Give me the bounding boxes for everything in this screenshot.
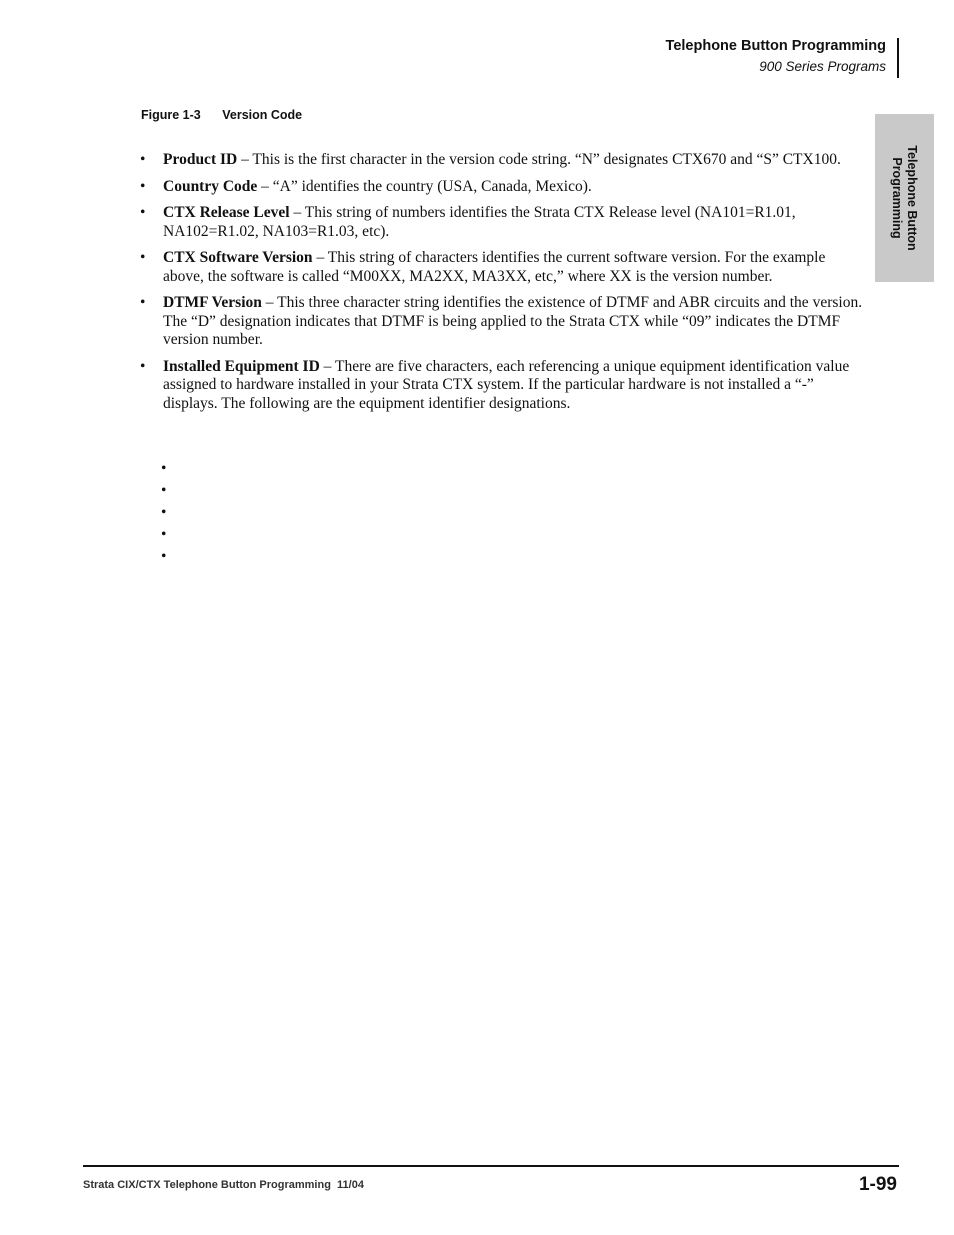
bullet-term: DTMF Version (163, 294, 262, 311)
page-header (666, 36, 886, 78)
sub-bullet: • (161, 482, 167, 499)
bullet-text: – This string of characters identifies the current software version. For the example above, the software is called “M00XX, MA2XX, MA3XX, etc,” where XX is the version number. (163, 249, 826, 285)
sub-bullet: • (161, 460, 167, 477)
bullet-term: Installed Equipment ID (163, 357, 320, 375)
side-tab-line-1: Telephone Button (905, 145, 919, 251)
bullet-term: CTX Software Version (163, 249, 313, 266)
bullet-text: – This is the first character in the version code string. “N” designates CTX670 and “S” CTX100. (237, 151, 841, 168)
bullet-text: – “A” identifies the country (USA, Canada, Mexico). (257, 177, 592, 195)
sub-bullet: • (161, 504, 167, 521)
side-tab (875, 114, 934, 282)
side-tab-line-2: Programming (890, 157, 904, 239)
header-title: Telephone Button Programming (665, 38, 886, 54)
header-subtitle: 900 Series Programs (759, 59, 886, 74)
figure-number: Figure 1-3 (141, 108, 201, 122)
sub-bullet: • (161, 526, 167, 543)
page-number: 1-99 (858, 1174, 897, 1195)
equipment-sub-list (161, 458, 166, 568)
side-tab-label (889, 118, 919, 278)
list-item (140, 151, 870, 170)
list-item (140, 358, 870, 414)
figure-caption (141, 108, 302, 122)
header-rule (897, 38, 899, 78)
bullet-term: Country Code (163, 177, 258, 195)
list-item (140, 178, 870, 197)
list-item (140, 204, 870, 241)
bullet-text: – This three character string identifies the existence of DTMF and ABR circuits and the version. The “D” designation indicates that DTMF is being applied to the Strata CTX while “09” indicates the DTMF version number. (163, 294, 863, 348)
list-item (140, 249, 870, 286)
sub-bullet: • (161, 548, 167, 565)
bullet-text: – This string of numbers identifies the Strata CTX Release level (NA101=R1.01, NA102=R1.02, NA103=R1.03, etc). (163, 204, 796, 240)
footer-text: Strata CIX/CTX Telephone Button Programming 11/04 (83, 1179, 364, 1191)
bullet-list (140, 151, 870, 421)
bullet-term: Product ID (163, 151, 238, 168)
list-item (140, 294, 870, 350)
bullet-text: – There are five characters, each referencing a unique equipment identification value assigned to hardware installed in your Strata CTX system. If the particular hardware is not installed a “-” displays. The following are the equipment identifier designations. (163, 357, 850, 412)
figure-title: Version Code (222, 108, 303, 122)
footer-rule (83, 1165, 899, 1167)
bullet-term: CTX Release Level (163, 204, 290, 221)
